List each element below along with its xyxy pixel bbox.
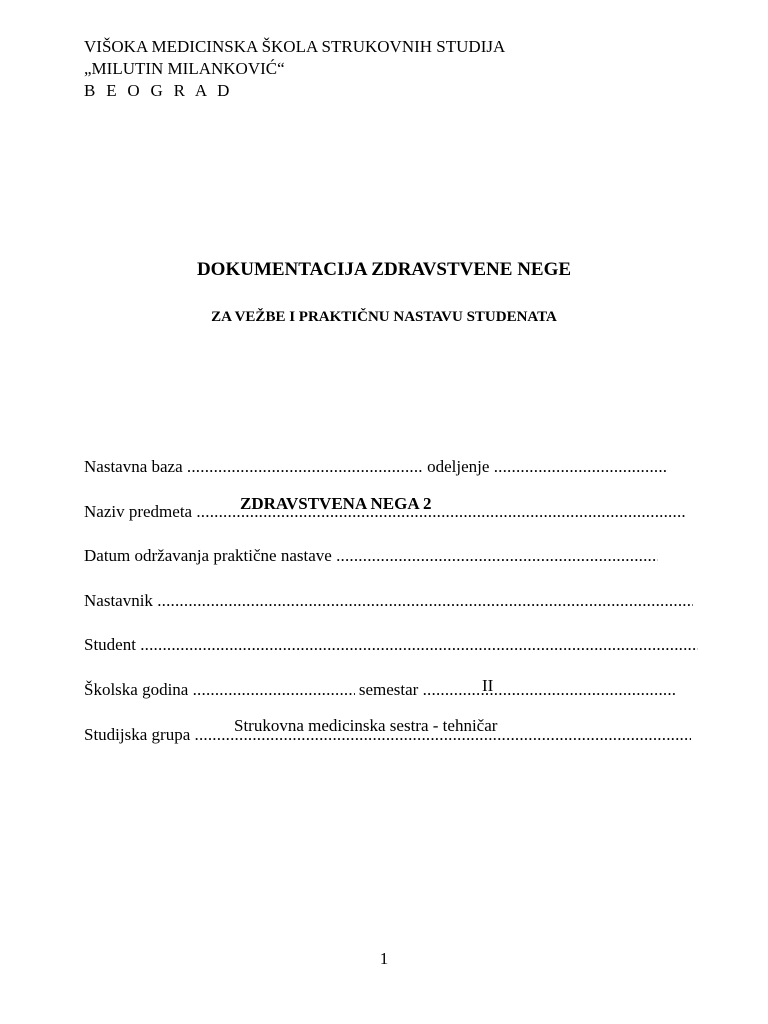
row-nastavnik <box>84 590 693 612</box>
row-skolska-godina <box>84 679 677 701</box>
datum-blank[interactable] <box>336 545 658 567</box>
semestar-value: II <box>482 676 494 695</box>
nastavnik-blank[interactable] <box>157 590 693 612</box>
row-nastavna-baza <box>84 456 666 478</box>
school-name-line2: „MILUTIN MILANKOVIĆ“ <box>84 59 285 78</box>
datum-label: Datum održavanja praktične nastave <box>84 546 332 565</box>
skolska-godina-label: Školska godina <box>84 680 189 699</box>
odeljenje-label: odeljenje <box>427 457 490 476</box>
studijska-grupa-value: Strukovna medicinska sestra - tehničar <box>234 716 498 735</box>
naziv-predmeta-label: Naziv predmeta <box>84 502 193 521</box>
student-blank[interactable] <box>140 634 698 656</box>
school-city: B E O G R A D <box>84 81 233 100</box>
semestar-blank[interactable] <box>423 679 677 701</box>
studijska-grupa-label: Studijska grupa <box>84 725 191 744</box>
semestar-label: semestar <box>358 680 419 699</box>
skolska-godina-blank[interactable] <box>193 679 355 701</box>
document-subtitle: ZA VEŽBE I PRAKTIČNU NASTAVU STUDENATA <box>211 309 557 325</box>
student-label: Student <box>84 635 136 654</box>
nastavna-baza-blank[interactable] <box>187 456 423 478</box>
row-datum <box>84 545 658 567</box>
nastavnik-label: Nastavnik <box>84 591 153 610</box>
page-number: 1 <box>379 949 389 968</box>
document-title: DOKUMENTACIJA ZDRAVSTVENE NEGE <box>196 259 572 280</box>
row-student <box>84 634 698 656</box>
naziv-predmeta-value: ZDRAVSTVENA NEGA 2 <box>240 494 432 513</box>
odeljenje-blank[interactable] <box>494 456 666 478</box>
nastavna-baza-label: Nastavna baza <box>84 457 183 476</box>
school-name-line1: VIŠOKA MEDICINSKA ŠKOLA STRUKOVNIH STUDIJA <box>84 37 506 56</box>
